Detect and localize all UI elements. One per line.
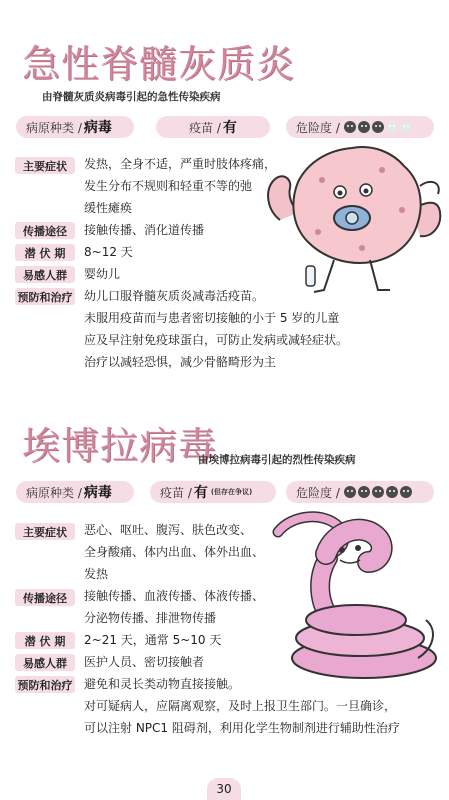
- section1-prevention-line-4: 治疗以减轻恐惧，减少骨骼畸形为主: [84, 355, 277, 369]
- vaccine-key: 疫苗 /: [160, 485, 192, 500]
- section2-label-incubation: 潜 伏 期: [15, 632, 75, 649]
- section1-label-transmission: 传播途径: [15, 222, 75, 239]
- section1-subtitle: 由脊髓灰质炎病毒引起的急性传染疾病: [42, 91, 221, 103]
- section1-incubation-text: 8~12 天: [84, 245, 133, 259]
- pathogen-key: 病原种类 /: [26, 485, 82, 500]
- section2-subtitle: 由埃博拉病毒引起的烈性传染疾病: [198, 454, 356, 466]
- section1-label-incubation: 潜 伏 期: [15, 244, 75, 261]
- skull-icon: [372, 121, 384, 133]
- section1-symptoms-line-2: 发生分布不规则和轻重不等的弛: [84, 179, 253, 193]
- section2-label-symptoms: 主要症状: [15, 523, 75, 540]
- section2-symptoms-line-1: 恶心、呕吐、腹泻、肤色改变、: [84, 523, 253, 537]
- section2-symptoms-line-2: 全身酸痛、体内出血、体外出血、: [84, 545, 265, 559]
- section1-label-symptoms: 主要症状: [15, 157, 75, 174]
- vaccine-value: 有: [222, 120, 237, 136]
- section1-susceptible-text: 婴幼儿: [84, 267, 121, 281]
- skull-icon: [344, 121, 356, 133]
- page-number: 30: [207, 778, 241, 800]
- section1-vaccine-pill: [156, 116, 270, 138]
- danger-key: 危险度 /: [296, 120, 340, 135]
- section1-symptoms-line-3: 缓性瘫痪: [84, 201, 133, 215]
- section1-danger-pill: [286, 116, 434, 138]
- vaccine-note: (但存在争议): [210, 488, 253, 496]
- section1-prevention-line-3: 应及早注射免疫球蛋白，可防止发病或减轻症状。: [84, 333, 349, 347]
- section2-incubation-text: 2~21 天，通常 5~10 天: [84, 633, 222, 647]
- section2-prevention-line-3: 可以注射 NPC1 阻碍剂，利用化学生物制剂进行辅助性治疗: [84, 721, 400, 735]
- poliovirus-illustration: [262, 140, 444, 300]
- section2-label-transmission: 传播途径: [15, 589, 75, 606]
- vaccine-key: 疫苗 /: [189, 120, 221, 135]
- section2-symptoms-line-3: 发热: [84, 567, 109, 581]
- skull-icon: [344, 486, 356, 498]
- section2-label-prevention: 预防和治疗: [15, 676, 75, 693]
- section1-prevention-line-2: 未服用疫苗而与患者密切接触的小于 5 岁的儿童: [84, 311, 340, 325]
- vaccine-value: 有: [193, 485, 208, 501]
- danger-key: 危险度 /: [296, 485, 340, 500]
- section1-label-prevention: 预防和治疗: [15, 288, 75, 305]
- skull-icon: [386, 121, 398, 133]
- skull-icon: [400, 486, 412, 498]
- skull-icon: [358, 121, 370, 133]
- section2-prevention-line-2: 对可疑病人，应隔离观察，及时上报卫生部门。一旦确诊，: [84, 699, 397, 713]
- section2-prevention-line-1: 避免和灵长类动物直接接触。: [84, 677, 241, 691]
- skull-icon: [372, 486, 384, 498]
- section2-susceptible-text: 医护人员、密切接触者: [84, 655, 205, 669]
- section2-label-susceptible: 易感人群: [15, 654, 75, 671]
- skull-icon: [358, 486, 370, 498]
- skull-icon: [386, 486, 398, 498]
- section1-transmission-text: 接触传播、消化道传播: [84, 223, 205, 237]
- section2-title: 埃博拉病毒: [22, 424, 218, 468]
- danger-rating: [344, 121, 412, 133]
- skull-icon: [400, 121, 412, 133]
- section1-pathogen-pill: [16, 116, 134, 138]
- section1-label-susceptible: 易感人群: [15, 266, 75, 283]
- section1-symptoms-line-1: 发热，全身不适，严重时肢体疼痛，: [84, 157, 277, 171]
- section1-title: 急性脊髓灰质炎: [22, 42, 296, 86]
- section2-pathogen-pill: [16, 481, 134, 503]
- pathogen-key: 病原种类 /: [26, 120, 82, 135]
- pathogen-value: 病毒: [83, 120, 112, 136]
- section2-danger-pill: [286, 481, 434, 503]
- section2-vaccine-pill: [150, 481, 276, 503]
- pathogen-value: 病毒: [83, 485, 112, 501]
- section2-transmission-line-1: 接触传播、血液传播、体液传播、: [84, 589, 265, 603]
- section2-transmission-line-2: 分泌物传播、排泄物传播: [84, 611, 217, 625]
- danger-rating: [344, 486, 412, 498]
- ebola-virus-illustration: [268, 508, 440, 688]
- section1-prevention-line-1: 幼儿口服脊髓灰质炎减毒活疫苗。: [84, 289, 265, 303]
